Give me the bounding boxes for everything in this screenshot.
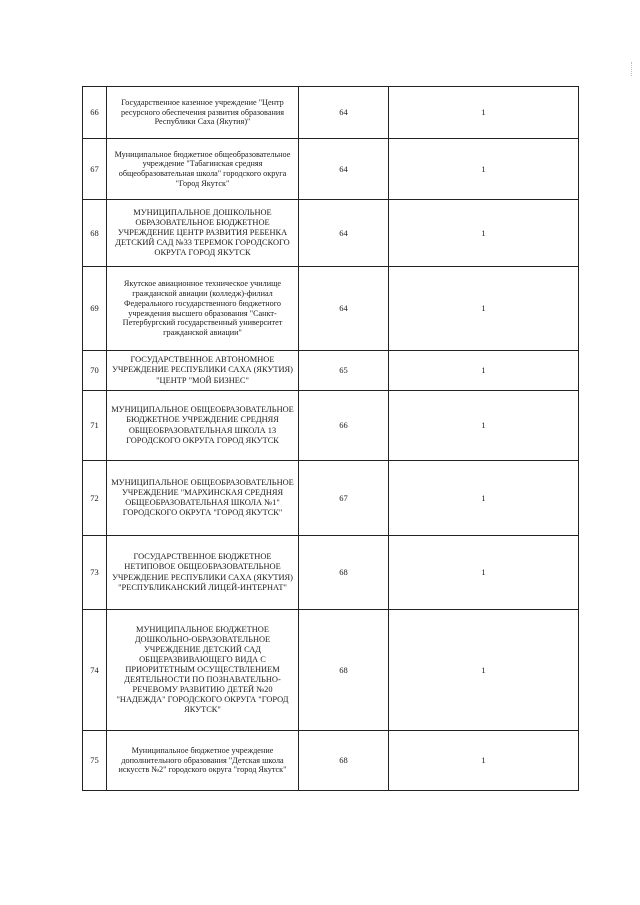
organization-name: ГОСУДАРСТВЕННОЕ БЮДЖЕТНОЕ НЕТИПОВОЕ ОБЩЕОБРАЗОВАТЕЛЬНОЕ УЧРЕЖДЕНИЕ РЕСПУБЛИКИ САХА (ЯКУТИЯ) "РЕСПУБЛИКАНСКИЙ ЛИЦЕЙ-ИНТЕРНАТ" [107, 536, 299, 610]
row-number: 72 [83, 461, 107, 536]
score-value: 64 [299, 139, 389, 200]
row-number: 66 [83, 87, 107, 139]
row-number: 67 [83, 139, 107, 200]
score-value: 68 [299, 536, 389, 610]
organization-name: ГОСУДАРСТВЕННОЕ АВТОНОМНОЕ УЧРЕЖДЕНИЕ РЕСПУБЛИКИ САХА (ЯКУТИЯ) "ЦЕНТР "МОЙ БИЗНЕС" [107, 351, 299, 391]
organization-name: МУНИЦИПАЛЬНОЕ ОБЩЕОБРАЗОВАТЕЛЬНОЕ УЧРЕЖДЕНИЕ "МАРХИНСКАЯ СРЕДНЯЯ ОБЩЕОБРАЗОВАТЕЛЬНАЯ ШКОЛА №1" ГОРОДСКОГО ОКРУГА "ГОРОД ЯКУТСК" [107, 461, 299, 536]
table-row [83, 731, 579, 791]
count-value: 1 [389, 461, 579, 536]
organization-name: МУНИЦИПАЛЬНОЕ ОБЩЕОБРАЗОВАТЕЛЬНОЕ БЮДЖЕТНОЕ УЧРЕЖДЕНИЕ СРЕДНЯЯ ОБЩЕОБРАЗОВАТЕЛЬНАЯ ШКОЛА 13 ГОРОДСКОГО ОКРУГА ГОРОД ЯКУТСК [107, 391, 299, 461]
count-value: 1 [389, 536, 579, 610]
count-value: 1 [389, 610, 579, 731]
score-value: 64 [299, 87, 389, 139]
table-row [83, 267, 579, 351]
score-value: 68 [299, 731, 389, 791]
organization-name: Государственное казенное учреждение "Центр ресурсного обеспечения развития образования Республики Саха (Якутия)" [107, 87, 299, 139]
table-row [83, 461, 579, 536]
score-value: 66 [299, 391, 389, 461]
count-value: 1 [389, 267, 579, 351]
scan-edge-mark [631, 62, 634, 76]
row-number: 70 [83, 351, 107, 391]
count-value: 1 [389, 139, 579, 200]
organization-name: Якутское авиационное техническое училище гражданской авиации (колледж)-филиал Федерального государственного бюджетного учреждения высшего образования "Санкт-Петербургский государственный университет гражданской авиации" [107, 267, 299, 351]
score-value: 68 [299, 610, 389, 731]
table-row [83, 139, 579, 200]
organization-name: МУНИЦИПАЛЬНОЕ ДОШКОЛЬНОЕ ОБРАЗОВАТЕЛЬНОЕ БЮДЖЕТНОЕ УЧРЕЖДЕНИЕ ЦЕНТР РАЗВИТИЯ РЕБЕНКА ДЕТСКИЙ САД №33 ТЕРЕМОК ГОРОДСКОГО ОКРУГА ГОРОД ЯКУТСК [107, 200, 299, 267]
count-value: 1 [389, 87, 579, 139]
row-number: 68 [83, 200, 107, 267]
score-value: 64 [299, 200, 389, 267]
organization-name: Муниципальное бюджетное общеобразовательное учреждение "Табагинская средняя общеобразовательная школа" городского округа "Город Якутск" [107, 139, 299, 200]
row-number: 69 [83, 267, 107, 351]
row-number: 73 [83, 536, 107, 610]
count-value: 1 [389, 391, 579, 461]
count-value: 1 [389, 351, 579, 391]
organization-name: Муниципальное бюджетное учреждение дополнительного образования "Детская школа искусств №2" городского округа "город Якутск" [107, 731, 299, 791]
results-table [82, 86, 579, 791]
table-row [83, 391, 579, 461]
score-value: 67 [299, 461, 389, 536]
row-number: 75 [83, 731, 107, 791]
table-row [83, 351, 579, 391]
table-row [83, 200, 579, 267]
row-number: 74 [83, 610, 107, 731]
organization-name: МУНИЦИПАЛЬНОЕ БЮДЖЕТНОЕ ДОШКОЛЬНО-ОБРАЗОВАТЕЛЬНОЕ УЧРЕЖДЕНИЕ ДЕТСКИЙ САД ОБЩЕРАЗВИВАЮЩЕГО ВИДА С ПРИОРИТЕТНЫМ ОСУЩЕСТВЛЕНИЕМ ДЕЯТЕЛЬНОСТИ ПО ПОЗНАВАТЕЛЬНО-РЕЧЕВОМУ РАЗВИТИЮ ДЕТЕЙ №20 "НАДЕЖДА" ГОРОДСКОГО ОКРУГА "ГОРОД ЯКУТСК" [107, 610, 299, 731]
score-value: 65 [299, 351, 389, 391]
table-row [83, 536, 579, 610]
count-value: 1 [389, 731, 579, 791]
count-value: 1 [389, 200, 579, 267]
row-number: 71 [83, 391, 107, 461]
table-row [83, 87, 579, 139]
table-row [83, 610, 579, 731]
score-value: 64 [299, 267, 389, 351]
